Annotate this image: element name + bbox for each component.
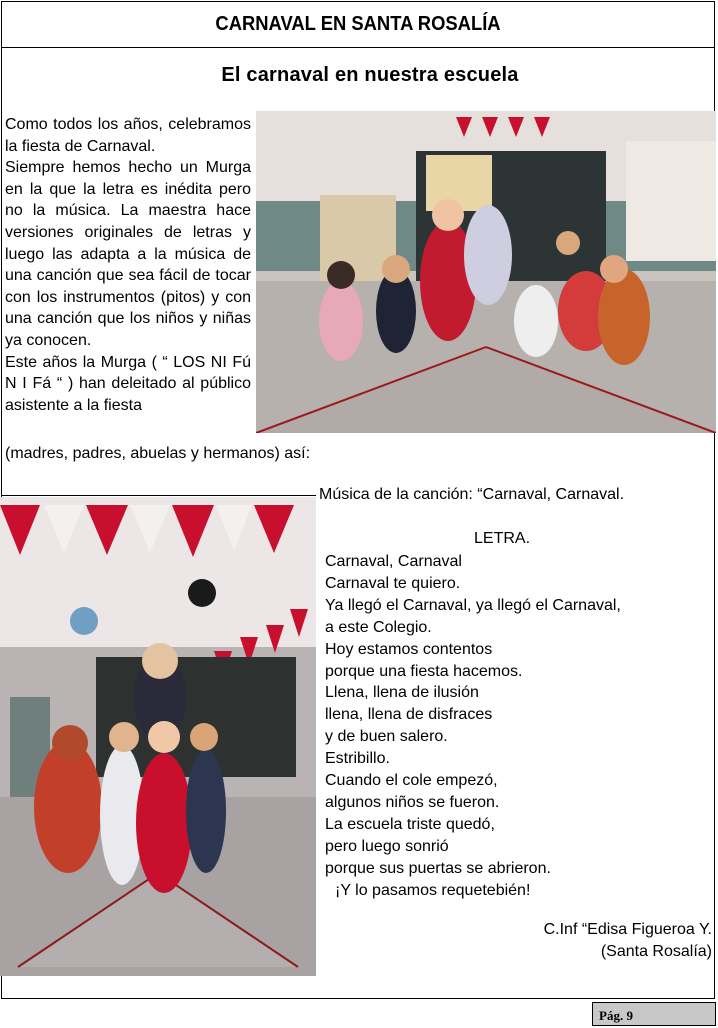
section-divider [1, 495, 316, 496]
lyric-line: y de buen salero. [325, 728, 448, 746]
costume-group-photo [0, 497, 316, 976]
article-subtitle: El carnaval en nuestra escuela [221, 64, 519, 86]
page-number-box [592, 1002, 716, 1026]
intro-paragraph: Como todos los años, celebramos la fiesta de Carnaval. [5, 116, 251, 155]
lyric-line: ¡Y lo pasamos requetebién! [335, 881, 531, 899]
lyric-line: Ya llegó el Carnaval, ya llegó el Carnaval, [325, 596, 621, 614]
lyric-line: Hoy estamos contentos [325, 640, 493, 658]
children-in-costumes-standing-photo-icon [0, 497, 316, 976]
lyric-line: Carnaval te quiero. [325, 574, 461, 592]
lyric-line: Estribillo. [325, 750, 390, 768]
lyric-line: Cuando el cole empezó, [325, 772, 498, 790]
intro-tail: (madres, padres, abuelas y hermanos) así: [5, 445, 311, 462]
song-source: Música de la canción: “Carnaval, Carnaval. [319, 486, 625, 503]
page-header [1, 1, 715, 48]
classroom-costume-photo [256, 111, 716, 433]
lyric-line: Carnaval, Carnaval [325, 553, 462, 570]
lyric-line: porque una fiesta hacemos. [325, 662, 523, 680]
lyric-line: algunos niños se fueron. [325, 793, 500, 811]
signature-place: (Santa Rosalía) [600, 943, 712, 960]
page-number: Pág. 9 [599, 1008, 633, 1023]
intro-paragraph: Siempre hemos hecho un Murga en la que la letra es inédita pero no la música. La maestra hace versiones originales de letras y luego las adapta a la música de una canción que sea fácil de tocar con los instrumentos (pitos) y con una canción que los niños y niñas ya conocen. [5, 159, 251, 349]
lyric-line: llena, llena de disfraces [325, 706, 493, 724]
lyric-line: Llena, llena de ilusión [325, 684, 479, 702]
lyric-line: pero luego sonrió [325, 837, 449, 855]
lyric-line: a este Colegio. [325, 618, 432, 636]
children-in-costumes-classroom-photo-icon [256, 111, 716, 433]
signature: C.Inf “Edisa Figueroa Y. [543, 921, 712, 938]
lyric-line: porque sus puertas se abrieron. [325, 859, 551, 877]
lyric-line: La escuela triste quedó, [325, 815, 495, 833]
lyrics-heading: LETRA. [474, 530, 531, 547]
lyrics-block [325, 551, 621, 902]
intro-text [5, 114, 251, 416]
page-title: CARNAVAL EN SANTA ROSALÍA [215, 12, 501, 35]
intro-paragraph: Este años la Murga ( “ LOS NI Fú N I Fá “ ) han deleitado al público asistente a la fiesta [5, 353, 251, 414]
